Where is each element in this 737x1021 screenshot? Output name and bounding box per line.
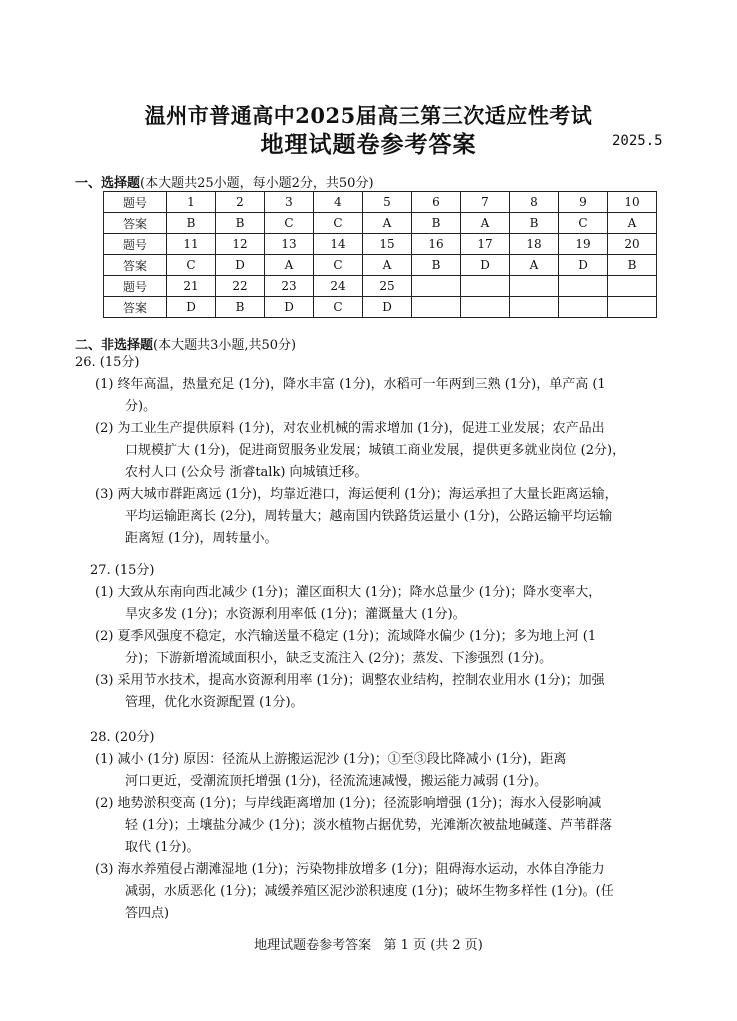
answer-row	[104, 213, 657, 234]
q27-line: (1) 大致从东南向西北减少 (1分)；灌区面积大 (1分)；降水总量少 (1分)；降水变率大，	[95, 585, 602, 600]
answer-cell: C	[167, 255, 216, 276]
page-footer: 地理试题卷参考答案 第 1 页 (共 2 页)	[254, 938, 483, 953]
answer-table	[103, 191, 657, 318]
question-number-cell: 15	[363, 234, 412, 255]
q28-line: 答四点)	[125, 906, 170, 921]
exam-title: 温州市普通高中2025届高三第三次适应性考试	[144, 103, 593, 128]
answer-cell: B	[608, 255, 657, 276]
question-number-cell: 10	[608, 192, 657, 213]
q26-label: 26. (15分)	[75, 355, 140, 370]
question-number-cell: 18	[510, 234, 559, 255]
question-number-cell	[510, 276, 559, 297]
question-number-cell: 3	[265, 192, 314, 213]
answer-cell: C	[314, 213, 363, 234]
answer-cell: B	[216, 297, 265, 318]
document-title: 地理试题卷参考答案	[260, 131, 477, 158]
answer-cell: B	[412, 213, 461, 234]
q26-line: (3) 两大城市群距离远 (1分)，均靠近港口，海运便利 (1分)；海运承担了大量长距离运输，	[95, 487, 618, 502]
q28-line: 轻 (1分)；土壤盐分减少 (1分)；淡水植物占据优势，光滩渐次被盐地碱蓬、芦苇群落	[125, 818, 613, 833]
answer-cell: A	[510, 255, 559, 276]
answer-cell	[510, 297, 559, 318]
q28-line: (1) 减小 (1分) 原因：径流从上游搬运泥沙 (1分)；①至③段比降减小 (1分)，距离	[95, 752, 567, 767]
answer-row	[104, 255, 657, 276]
row-label-question: 题号	[104, 234, 167, 255]
answer-cell	[461, 297, 510, 318]
question-number-cell: 19	[559, 234, 608, 255]
question-number-cell: 20	[608, 234, 657, 255]
question-number-cell: 13	[265, 234, 314, 255]
q28-label: 28. (20分)	[90, 730, 155, 745]
answer-cell: D	[461, 255, 510, 276]
question-number-cell: 9	[559, 192, 608, 213]
answer-cell: D	[216, 255, 265, 276]
question-number-cell	[412, 276, 461, 297]
answer-cell: B	[167, 213, 216, 234]
question-number-cell: 8	[510, 192, 559, 213]
q27-line: (3) 采用节水技术，提高水资源利用率 (1分)；调整农业结构，控制农业用水 (1分)；加强	[95, 673, 605, 688]
question-number-cell: 6	[412, 192, 461, 213]
q27-line: (2) 夏季风强度不稳定，水汽输送量不稳定 (1分)；流域降水偏少 (1分)；多为地上河 (1	[95, 629, 597, 644]
row-label-answer: 答案	[104, 297, 167, 318]
row-label-answer: 答案	[104, 213, 167, 234]
q26-line: 平均运输距离长 (2分)，周转量大；越南国内铁路货运量小 (1分)，公路运输平均运输	[125, 509, 613, 524]
question-number-cell: 5	[363, 192, 412, 213]
answer-cell: A	[363, 213, 412, 234]
answer-cell: D	[559, 255, 608, 276]
section1-title: 一、选择题	[75, 176, 141, 191]
exam-date: 2025.5	[612, 133, 663, 149]
q28-line: (2) 地势淤积变高 (1分)；与岸线距离增加 (1分)；径流影响增强 (1分)；海水入侵影响减	[95, 796, 602, 811]
q26-line: 农村人口 (公众号 浙睿talk) 向城镇迁移。	[125, 465, 368, 480]
section2-title: 二、非选择题	[75, 338, 154, 353]
q26-line: (1) 终年高温，热量充足 (1分)，降水丰富 (1分)，水稻可一年两到三熟 (1分)，单产高 (1	[95, 377, 606, 392]
question-number-cell: 12	[216, 234, 265, 255]
q27-line: 分)；下游新增流域面积小，缺乏支流注入 (2分)；蒸发、下渗强烈 (1分)。	[125, 651, 553, 666]
question-number-cell: 14	[314, 234, 363, 255]
question-number-cell: 23	[265, 276, 314, 297]
question-number-cell: 24	[314, 276, 363, 297]
answer-cell: A	[265, 255, 314, 276]
section2-note: (本大题共3小题,共50分)	[153, 338, 297, 353]
answer-cell	[608, 297, 657, 318]
question-number-row	[104, 276, 657, 297]
q28-line: 取代 (1分)。	[125, 840, 200, 855]
answer-cell: C	[314, 297, 363, 318]
answer-cell: A	[608, 213, 657, 234]
question-number-cell: 2	[216, 192, 265, 213]
question-number-cell	[461, 276, 510, 297]
q26-line: 距离短 (1分)，周转量小。	[125, 531, 278, 546]
answer-row	[104, 297, 657, 318]
question-number-cell: 17	[461, 234, 510, 255]
question-number-cell: 1	[167, 192, 216, 213]
section1-note: (本大题共25小题，每小题2分，共50分)	[140, 176, 374, 191]
question-number-row	[104, 234, 657, 255]
question-number-cell: 21	[167, 276, 216, 297]
answer-cell: B	[412, 255, 461, 276]
answer-cell	[412, 297, 461, 318]
answer-cell: A	[461, 213, 510, 234]
row-label-question: 题号	[104, 276, 167, 297]
answer-cell	[559, 297, 608, 318]
question-number-cell: 25	[363, 276, 412, 297]
q27-label: 27. (15分)	[90, 563, 155, 578]
section2-heading	[75, 334, 296, 353]
answer-cell: A	[363, 255, 412, 276]
row-label-answer: 答案	[104, 255, 167, 276]
question-number-cell: 11	[167, 234, 216, 255]
question-number-row	[104, 192, 657, 213]
q27-line: 旱灾多发 (1分)；水资源利用率低 (1分)；灌溉量大 (1分)。	[125, 607, 466, 622]
q28-line: 减弱，水质恶化 (1分)；减缓养殖区泥沙淤积速度 (1分)；破坏生物多样性 (1分)。(任	[125, 884, 614, 899]
question-number-cell	[608, 276, 657, 297]
row-label-question: 题号	[104, 192, 167, 213]
answer-cell: B	[216, 213, 265, 234]
answer-cell: D	[167, 297, 216, 318]
answer-cell: D	[265, 297, 314, 318]
section1-heading	[75, 172, 374, 191]
question-number-cell: 22	[216, 276, 265, 297]
q28-line: (3) 海水养殖侵占潮滩湿地 (1分)；污染物排放增多 (1分)；阻碍海水运动，水体自净能力	[95, 862, 605, 877]
question-number-cell: 7	[461, 192, 510, 213]
q27-line: 管理，优化水资源配置 (1分)。	[125, 695, 304, 710]
question-number-cell: 16	[412, 234, 461, 255]
question-number-cell: 4	[314, 192, 363, 213]
answer-cell: D	[363, 297, 412, 318]
question-number-cell	[559, 276, 608, 297]
q26-line: (2) 为工业生产提供原料 (1分)，对农业机械的需求增加 (1分)，促进工业发展；农产品出	[95, 421, 605, 436]
q26-line: 分)。	[125, 399, 157, 414]
answer-cell: C	[265, 213, 314, 234]
q26-line: 口规模扩大 (1分)，促进商贸服务业发展；城镇工商业发展，提供更多就业岗位 (2分)，	[125, 443, 626, 458]
answer-cell: C	[314, 255, 363, 276]
q28-line: 河口更近，受潮流顶托增强 (1分)，径流流速减慢，搬运能力减弱 (1分)。	[125, 774, 548, 789]
answer-cell: C	[559, 213, 608, 234]
answer-cell: B	[510, 213, 559, 234]
